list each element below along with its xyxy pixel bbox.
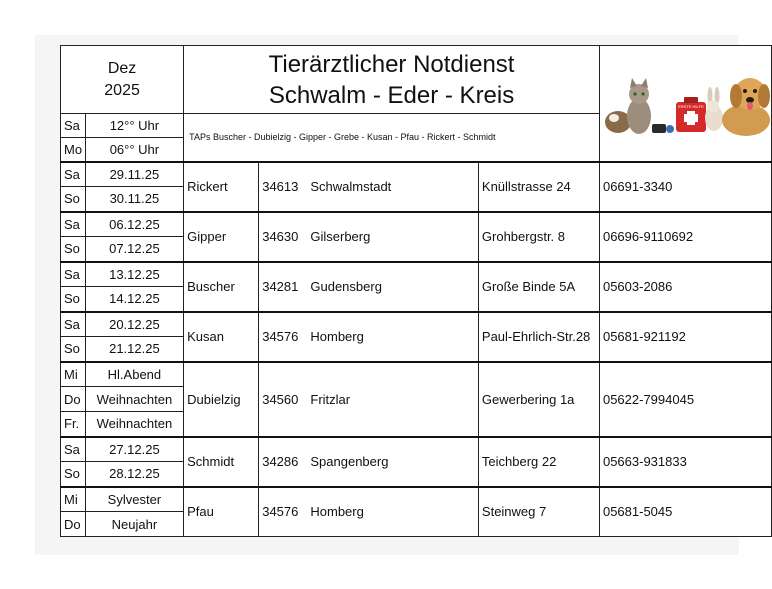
entry-day: Mi xyxy=(61,362,86,387)
entry-day: Sa xyxy=(61,262,86,287)
vet-phone: 05603-2086 xyxy=(599,262,771,312)
entry-day: So xyxy=(61,237,86,262)
time-day: Mo xyxy=(61,138,86,162)
vet-city: Homberg xyxy=(310,504,364,520)
entry-day: Sa xyxy=(61,312,86,337)
vet-name: Pfau xyxy=(184,487,259,537)
entry-date: 27.12.25 xyxy=(85,437,183,462)
entry-day: Do xyxy=(61,387,86,412)
vet-street: Knüllstrasse 24 xyxy=(478,162,599,212)
year-label: 2025 xyxy=(104,81,140,99)
entry-date: 28.12.25 xyxy=(85,462,183,487)
vet-phone: 05681-5045 xyxy=(599,487,771,537)
cat-icon xyxy=(627,78,651,134)
vet-name: Schmidt xyxy=(184,437,259,487)
vet-location xyxy=(259,212,479,262)
vet-location xyxy=(259,162,479,212)
animals-image-cell xyxy=(599,46,771,162)
entry-date: Sylvester xyxy=(85,487,183,512)
time-value: 12°° Uhr xyxy=(85,114,183,138)
vet-street: Große Binde 5A xyxy=(478,262,599,312)
vet-postcode: 34286 xyxy=(262,454,299,469)
vet-phone: 05663-931833 xyxy=(599,437,771,487)
vet-name: Dubielzig xyxy=(184,362,259,437)
vet-location xyxy=(259,362,479,437)
entry-date: Weihnachten xyxy=(85,387,183,412)
vet-street: Steinweg 7 xyxy=(478,487,599,537)
animals-first-aid-image xyxy=(604,66,772,140)
entry-day: Fr. xyxy=(61,412,86,437)
vet-street: Gewerbering 1a xyxy=(478,362,599,437)
vet-name: Rickert xyxy=(184,162,259,212)
entry-day: So xyxy=(61,287,86,312)
vet-postcode: 34576 xyxy=(262,329,299,344)
entry-date: Neujahr xyxy=(85,512,183,537)
svg-text:ERSTE HILFE: ERSTE HILFE xyxy=(678,104,704,109)
vet-postcode: 34281 xyxy=(262,279,299,294)
entry-date: 29.11.25 xyxy=(85,162,183,187)
vet-phone: 06691-3340 xyxy=(599,162,771,212)
vet-city: Schwalmstadt xyxy=(310,179,392,194)
vet-postcode: 34576 xyxy=(262,504,299,520)
vet-postcode: 34613 xyxy=(262,179,299,194)
entry-day: Sa xyxy=(61,162,86,187)
entry-date: Hl.Abend xyxy=(85,362,183,387)
vet-street: Teichberg 22 xyxy=(478,437,599,487)
entry-day: Mi xyxy=(61,487,86,512)
vet-street: Paul-Ehrlich-Str.28 xyxy=(478,312,599,362)
vet-location xyxy=(259,312,479,362)
entry-day: Sa xyxy=(61,212,86,237)
vet-city: Spangenberg xyxy=(310,454,389,469)
first-aid-kit-icon xyxy=(676,97,706,132)
vet-street: Grohbergstr. 8 xyxy=(478,212,599,262)
entry-date: 21.12.25 xyxy=(85,337,183,362)
title-line-2: Schwalm - Eder - Kreis xyxy=(268,81,515,109)
title-cell xyxy=(184,46,600,114)
vet-postcode: 34630 xyxy=(262,229,299,244)
vet-phone: 05681-921192 xyxy=(599,312,771,362)
entry-date: 06.12.25 xyxy=(85,212,183,237)
entry-date: Weihnachten xyxy=(85,412,183,437)
entry-day: Do xyxy=(61,512,86,537)
emergency-schedule-table xyxy=(60,45,772,537)
vet-name: Buscher xyxy=(184,262,259,312)
entry-date: 07.12.25 xyxy=(85,237,183,262)
entry-day: Sa xyxy=(61,437,86,462)
vet-location xyxy=(259,262,479,312)
vet-city: Gilserberg xyxy=(310,229,371,244)
vet-location xyxy=(259,487,479,537)
time-day: Sa xyxy=(61,114,86,138)
vet-city: Gudensberg xyxy=(310,279,382,294)
month-label: Dez xyxy=(107,59,137,77)
vet-name: Gipper xyxy=(184,212,259,262)
vet-city: Homberg xyxy=(310,329,364,344)
month-year-cell xyxy=(61,46,184,114)
vet-postcode: 34560 xyxy=(262,391,299,407)
entry-day: So xyxy=(61,337,86,362)
taps-list: TAPs Buscher - Dubielzig - Gipper - Grebe - Kusan - Pfau - Rickert - Schmidt xyxy=(184,114,600,162)
entry-day: So xyxy=(61,462,86,487)
vet-name: Kusan xyxy=(184,312,259,362)
entry-date: 30.11.25 xyxy=(85,187,183,212)
vet-location xyxy=(259,437,479,487)
entry-date: 13.12.25 xyxy=(85,262,183,287)
vet-city: Fritzlar xyxy=(310,391,351,407)
time-value: 06°° Uhr xyxy=(85,138,183,162)
entry-day: So xyxy=(61,187,86,212)
entry-date: 20.12.25 xyxy=(85,312,183,337)
vet-phone: 06696-9110692 xyxy=(599,212,771,262)
vet-phone: 05622-7994045 xyxy=(599,362,771,437)
entry-date: 14.12.25 xyxy=(85,287,183,312)
title-line-1: Tierärztlicher Notdienst xyxy=(268,50,515,78)
